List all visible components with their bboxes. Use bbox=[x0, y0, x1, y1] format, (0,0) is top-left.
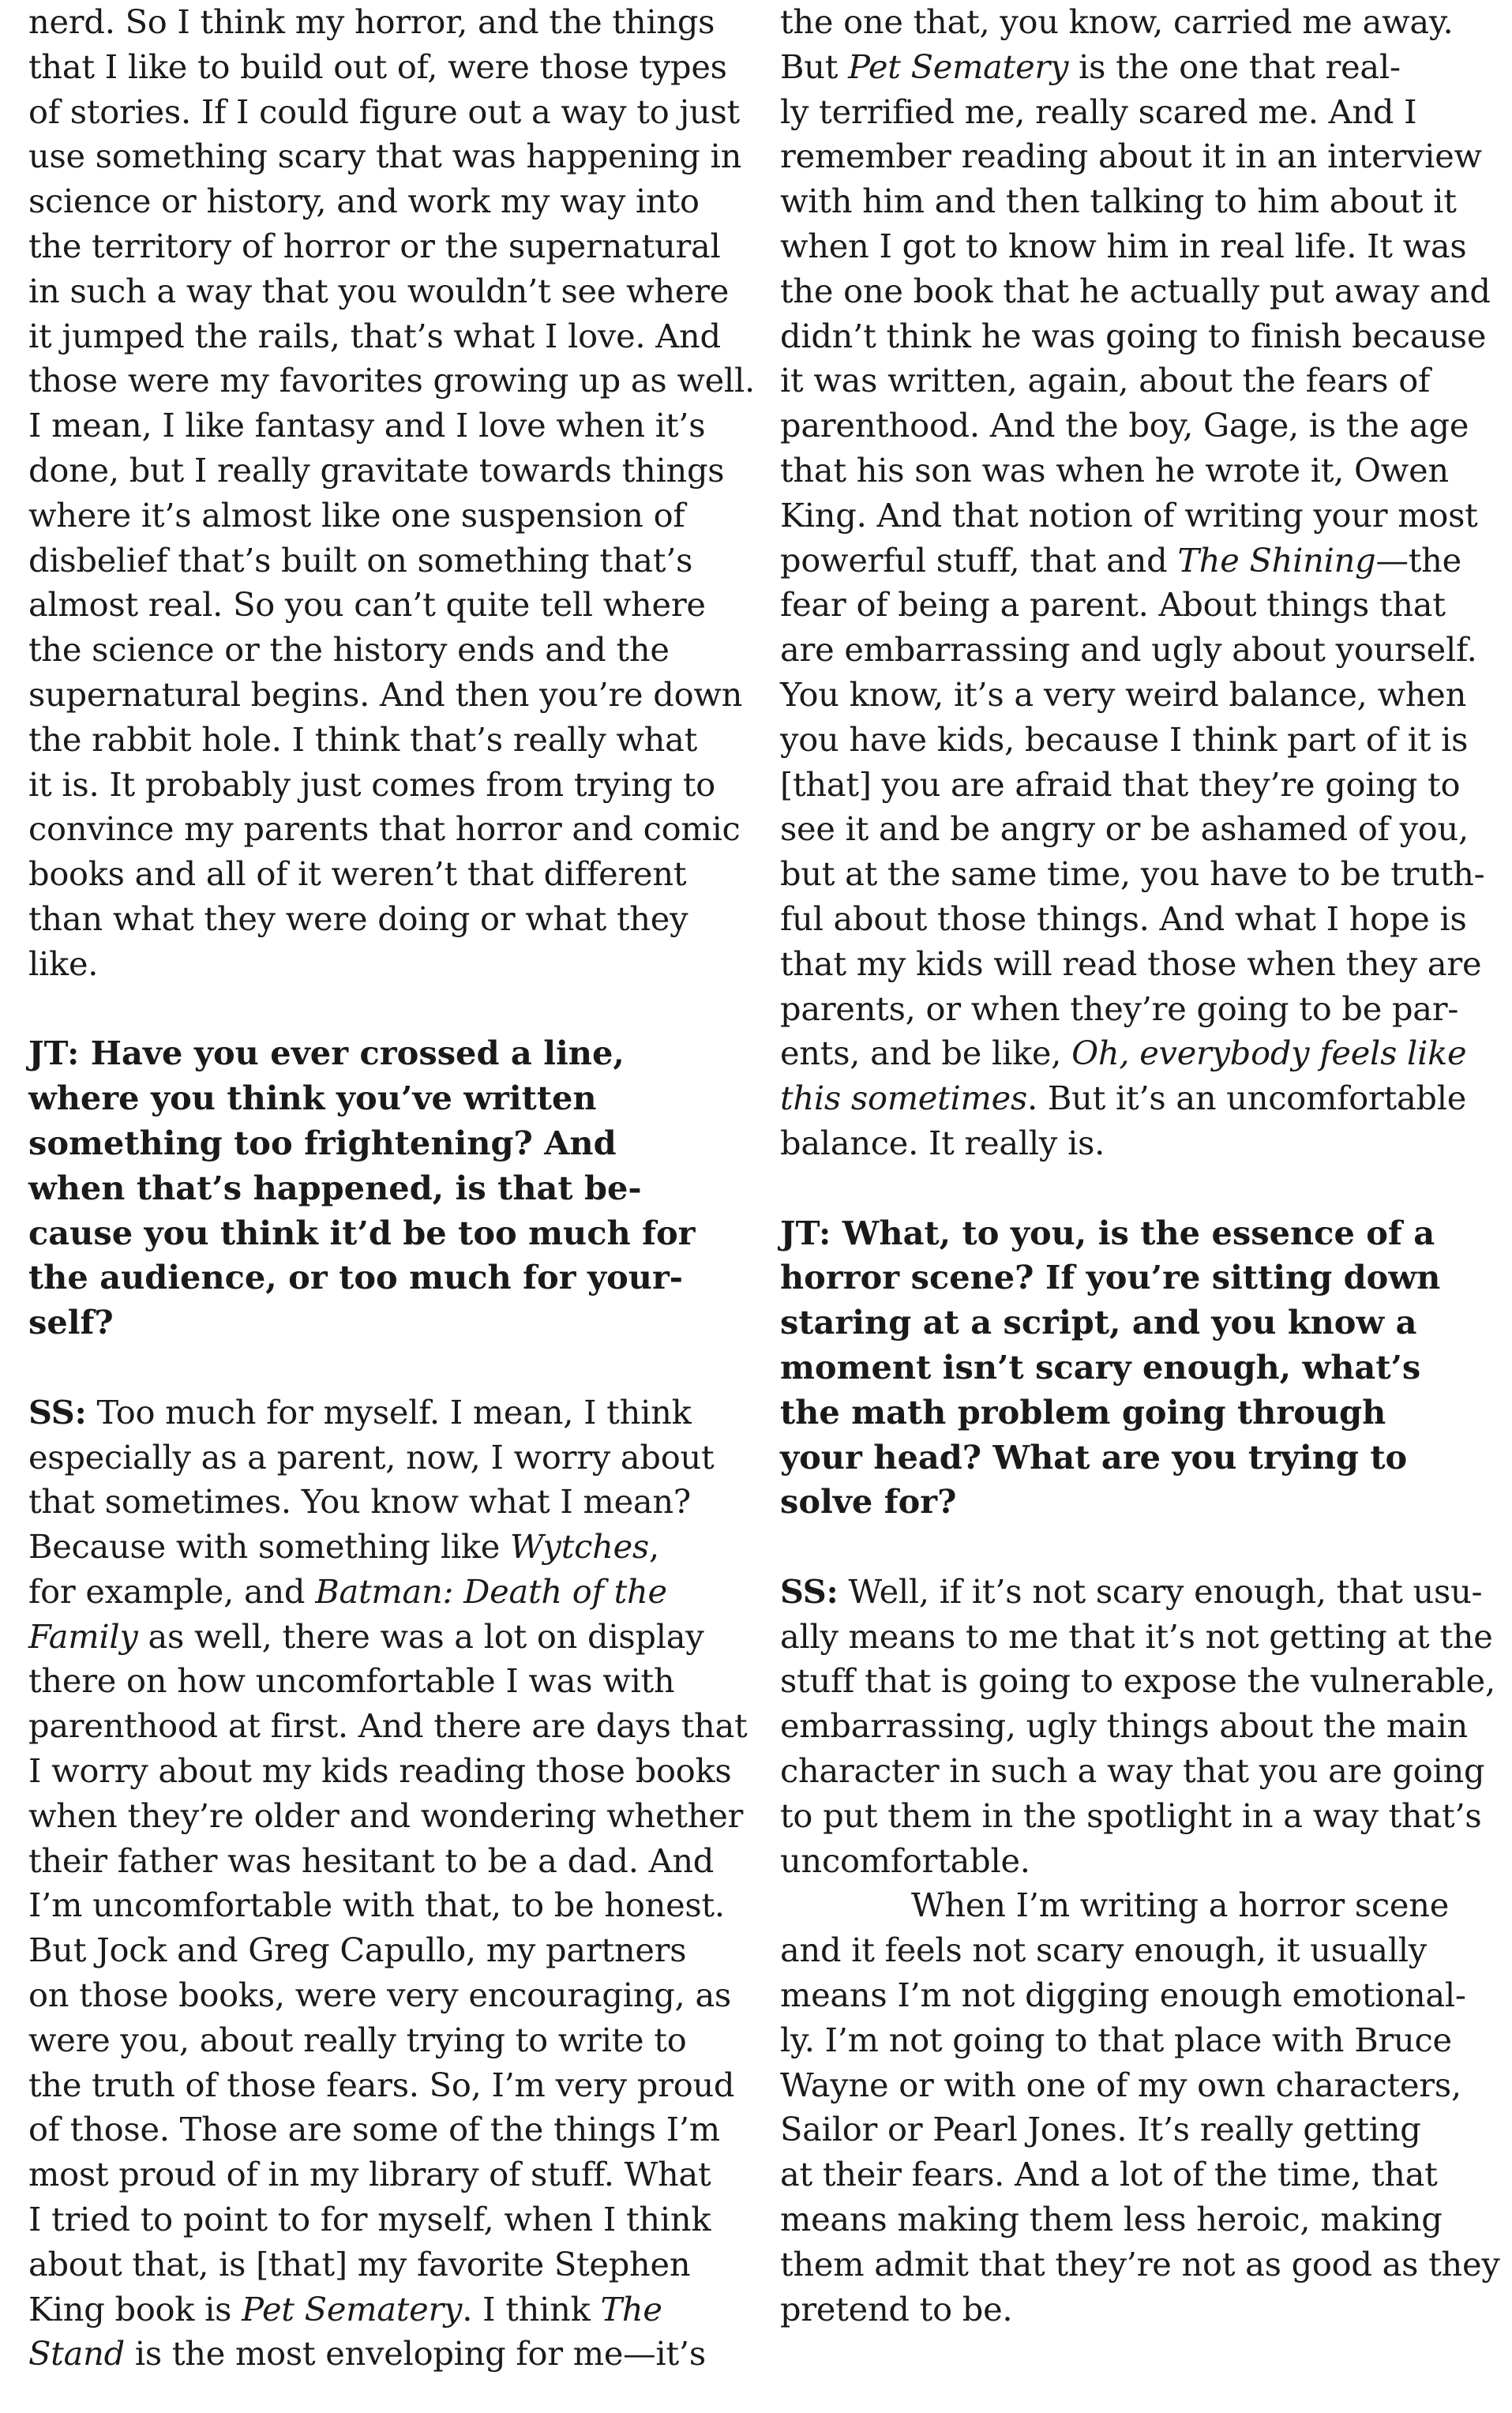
question-line: cause you think it’d be too much for bbox=[28, 1213, 696, 1252]
book-title: Pet Sematery bbox=[242, 2289, 463, 2329]
answer-line: on those books, were very encouraging, as bbox=[28, 1976, 731, 2015]
book-title: Pet Sematery bbox=[848, 47, 1069, 86]
answer-line: were you, about really trying to write to bbox=[28, 2020, 687, 2059]
book-title: The Shining bbox=[1177, 540, 1376, 580]
answer-line: especially as a parent, now, I worry about bbox=[28, 1437, 715, 1477]
answer-line: embarrassing, ugly things about the main bbox=[780, 1706, 1468, 1746]
answer-line: Stand is the most enveloping for me—it’s bbox=[28, 2334, 706, 2374]
paragraph-first-line: When I’m writing a horror scene bbox=[911, 1886, 1450, 1925]
body-text-line: done, but I really gravitate towards things bbox=[28, 450, 725, 490]
paragraph-gap bbox=[28, 1345, 723, 1390]
answer-line: stuff that is going to expose the vulnerable, bbox=[780, 1661, 1495, 1701]
answer-line: their father was hesitant to be a dad. And bbox=[28, 1841, 715, 1880]
answer-line: But Jock and Greg Capullo, my partners bbox=[28, 1931, 687, 1970]
body-text-line: convince my parents that horror and comic bbox=[28, 809, 741, 849]
answer-line: when they’re older and wondering whether bbox=[28, 1796, 744, 1835]
continued-answer bbox=[780, 0, 1491, 1166]
body-text-line: supernatural begins. And then you’re down bbox=[28, 674, 743, 714]
answer-line: ally means to me that it’s not getting at the bbox=[780, 1616, 1493, 1656]
interview-answer-2 bbox=[780, 1570, 1500, 2332]
paragraph-gap bbox=[28, 987, 723, 1032]
question-line: where you think you’ve written bbox=[28, 1079, 597, 1118]
book-title: Stand bbox=[28, 2334, 125, 2374]
emphasis-text: this sometimes bbox=[780, 1079, 1028, 1118]
answer-line: [that] you are afraid that they’re going to bbox=[780, 764, 1461, 804]
answer-line: for example, and Batman: Death of the bbox=[28, 1571, 667, 1611]
question-line: self? bbox=[28, 1303, 114, 1342]
body-text-line: the territory of horror or the supernatural bbox=[28, 226, 721, 265]
body-text-line: like. bbox=[28, 944, 99, 983]
book-title: Batman: Death of the bbox=[315, 1571, 667, 1611]
answer-line: when I got to know him in real life. It was bbox=[780, 226, 1467, 265]
answer-line: remember reading about it in an interview bbox=[780, 137, 1482, 176]
answer-line: But Pet Sematery is the one that real- bbox=[780, 47, 1401, 86]
answer-line: that his son was when he wrote it, Owen bbox=[780, 450, 1449, 490]
answer-line: King. And that notion of writing your most bbox=[780, 495, 1478, 535]
answer-line: parents, or when they’re going to be par- bbox=[780, 989, 1459, 1028]
question-line: moment isn’t scary enough, what’s bbox=[780, 1347, 1421, 1387]
answer-line: Wayne or with one of my own characters, bbox=[780, 2065, 1461, 2104]
intro-paragraph bbox=[28, 0, 755, 987]
body-text-line: in such a way that you wouldn’t see where bbox=[28, 271, 730, 310]
question-line: the audience, or too much for your- bbox=[28, 1258, 684, 1297]
answer-line: Family as well, there was a lot on display bbox=[28, 1616, 704, 1656]
body-text-line: the science or the history ends and the bbox=[28, 630, 670, 670]
answer-line: ents, and be like, Oh, everybody feels like bbox=[780, 1034, 1467, 1073]
answer-line: that my kids will read those when they are bbox=[780, 944, 1482, 983]
book-title: Wytches bbox=[510, 1527, 649, 1567]
answer-line: it was written, again, about the fears of bbox=[780, 361, 1431, 400]
question-line: solve for? bbox=[780, 1482, 957, 1522]
answer-line: means making them less heroic, making bbox=[780, 2200, 1443, 2239]
answer-line: of those. Those are some of the things I’m bbox=[28, 2110, 720, 2149]
book-title: Family bbox=[28, 1616, 138, 1656]
answer-line: and it feels not scary enough, it usually bbox=[780, 1931, 1428, 1970]
body-text-line: I mean, I like fantasy and I love when it’s bbox=[28, 406, 706, 445]
answer-line: this sometimes. But it’s an uncomfortable bbox=[780, 1079, 1467, 1118]
answer-line: balance. It really is. bbox=[780, 1123, 1105, 1162]
emphasis-text: Oh, everybody feels like bbox=[1071, 1034, 1467, 1073]
body-text-line: books and all of it weren’t that different bbox=[28, 854, 687, 894]
answer-line: fear of being a parent. About things that bbox=[780, 585, 1446, 625]
answer-lines bbox=[28, 1659, 748, 2287]
answer-line: that sometimes. You know what I mean? bbox=[28, 1482, 691, 1522]
question-line: something too frightening? And bbox=[28, 1123, 617, 1162]
answer-line: pretend to be. bbox=[780, 2289, 1013, 2329]
answer-line: most proud of in my library of stuff. What bbox=[28, 2155, 711, 2194]
body-text-line: science or history, and work my way into bbox=[28, 182, 700, 221]
body-text-line: use something scary that was happening in bbox=[28, 137, 742, 176]
answer-line: the one book that he actually put away and bbox=[780, 271, 1491, 310]
body-text-line: that I like to build out of, were those types bbox=[28, 47, 727, 86]
answer-line: didn’t think he was going to finish because bbox=[780, 316, 1487, 355]
answer-line: SS: Well, if it’s not scary enough, that usu- bbox=[780, 1571, 1483, 1611]
book-title: The bbox=[600, 2289, 662, 2329]
answer-line: I tried to point to for myself, when I think bbox=[28, 2200, 711, 2239]
question-line: the math problem going through bbox=[780, 1392, 1386, 1432]
answer-line: parenthood at first. And there are days that bbox=[28, 1706, 748, 1746]
answer-line: King book is Pet Sematery. I think The bbox=[28, 2289, 662, 2329]
answer-line: with him and then talking to him about it bbox=[780, 182, 1457, 221]
answer-line: You know, it’s a very weird balance, when bbox=[780, 674, 1467, 714]
answer-line: ly terrified me, really scared me. And I bbox=[780, 92, 1417, 131]
body-text-line: the rabbit hole. I think that’s really what bbox=[28, 719, 698, 759]
answer-line: at their fears. And a lot of the time, that bbox=[780, 2155, 1438, 2194]
speaker-label: SS: bbox=[28, 1392, 87, 1432]
question-line: JT: Have you ever crossed a line, bbox=[28, 1034, 625, 1073]
question-line: your head? What are you trying to bbox=[780, 1437, 1408, 1477]
body-text-line: those were my favorites growing up as well. bbox=[28, 361, 755, 400]
answer-line: I’m uncomfortable with that, to be honest. bbox=[28, 1886, 725, 1925]
body-text-line: where it’s almost like one suspension of bbox=[28, 495, 685, 535]
answer-line: means I’m not digging enough emotional- bbox=[780, 1976, 1466, 2015]
answer-line: ly. I’m not going to that place with Bruce bbox=[780, 2020, 1452, 2059]
body-text-line: of stories. If I could figure out a way to just bbox=[28, 92, 740, 131]
interview-question-1 bbox=[28, 1031, 723, 1345]
answer-line: about that, is [that] my favorite Stephen bbox=[28, 2244, 691, 2284]
answer-line: Because with something like Wytches, bbox=[28, 1527, 659, 1567]
answer-line: parenthood. And the boy, Gage, is the age bbox=[780, 406, 1469, 445]
answer-line: are embarrassing and ugly about yourself. bbox=[780, 630, 1477, 670]
answer-line: Sailor or Pearl Jones. It’s really getting bbox=[780, 2110, 1421, 2149]
answer-line: the truth of those fears. So, I’m very proud bbox=[28, 2065, 735, 2104]
answer-line: there on how uncomfortable I was with bbox=[28, 1661, 675, 1701]
answer-line: ful about those things. And what I hope is bbox=[780, 899, 1467, 938]
speaker-label: SS: bbox=[780, 1571, 839, 1611]
body-text-line: than what they were doing or what they bbox=[28, 899, 688, 938]
body-text-line: almost real. So you can’t quite tell where bbox=[28, 585, 706, 625]
answer-line: them admit that they’re not as good as they bbox=[780, 2244, 1500, 2284]
answer-line: but at the same time, you have to be truth- bbox=[780, 854, 1485, 894]
answer-line: to put them in the spotlight in a way that’s bbox=[780, 1796, 1482, 1835]
answer-line: I worry about my kids reading those books bbox=[28, 1751, 732, 1791]
answer-line: SS: Too much for myself. I mean, I think bbox=[28, 1392, 692, 1432]
answer-lines bbox=[780, 1615, 1495, 1884]
answer-lines bbox=[780, 1928, 1500, 2332]
body-text-line: disbelief that’s built on something that’s bbox=[28, 540, 693, 580]
answer-line: see it and be angry or be ashamed of you, bbox=[780, 809, 1469, 849]
interview-answer-1 bbox=[28, 1390, 748, 2377]
right-column bbox=[780, 0, 1500, 2332]
paragraph-gap bbox=[780, 1525, 1475, 1570]
question-line: horror scene? If you’re sitting down bbox=[780, 1258, 1441, 1297]
answer-line: character in such a way that you are going bbox=[780, 1751, 1485, 1791]
body-text-line: it is. It probably just comes from trying to bbox=[28, 764, 716, 804]
answer-line: you have kids, because I think part of it is bbox=[780, 719, 1469, 759]
body-text-line: nerd. So I think my horror, and the things bbox=[28, 2, 715, 41]
answer-line: powerful stuff, that and The Shining—the bbox=[780, 540, 1461, 580]
answer-line: uncomfortable. bbox=[780, 1841, 1030, 1880]
paragraph-gap bbox=[780, 1166, 1475, 1211]
question-line: when that’s happened, is that be- bbox=[28, 1168, 642, 1207]
question-line: JT: What, to you, is the essence of a bbox=[780, 1213, 1435, 1252]
interview-question-2 bbox=[780, 1211, 1475, 1525]
answer-lines bbox=[780, 583, 1485, 1031]
answer-lines bbox=[780, 90, 1491, 539]
body-text-line: it jumped the rails, that’s what I love. And bbox=[28, 316, 721, 355]
question-line: staring at a script, and you know a bbox=[780, 1303, 1417, 1342]
left-column bbox=[28, 0, 755, 2377]
answer-line: the one that, you know, carried me away. bbox=[780, 2, 1454, 41]
